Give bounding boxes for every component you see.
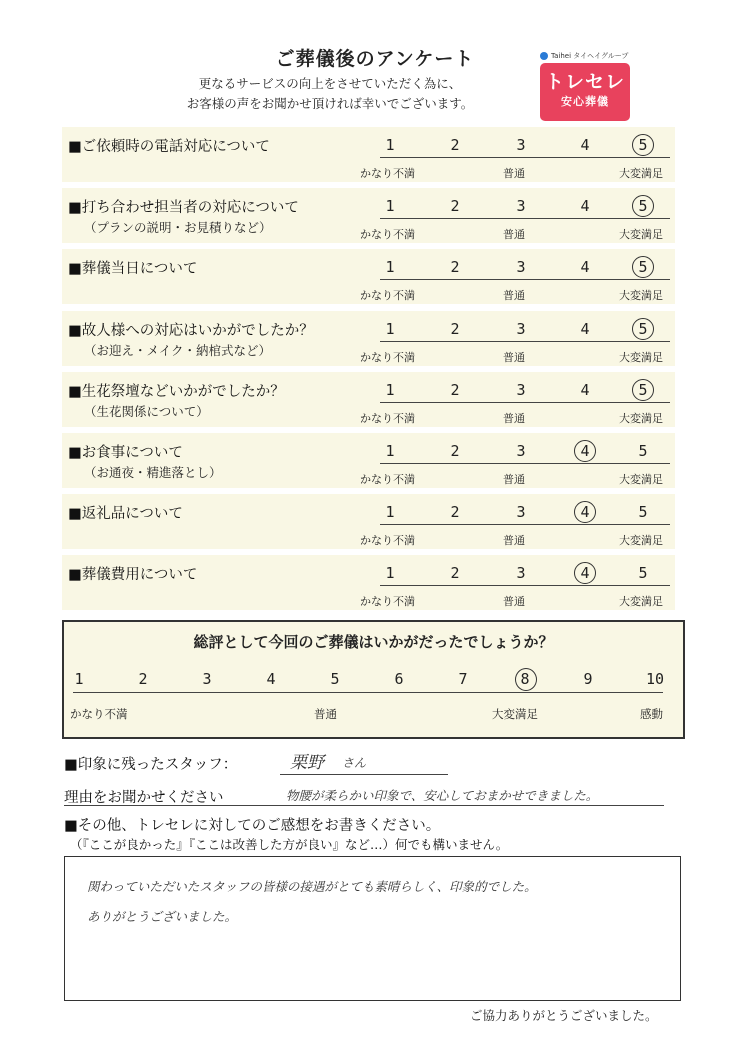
overall-rating-box	[62, 620, 685, 739]
overall-option[interactable]: 5	[330, 670, 340, 688]
reason-label: 理由をお聞かせください	[64, 790, 224, 806]
rating-option[interactable]: 2	[450, 503, 460, 521]
question-label: ■お食事について	[68, 445, 183, 461]
rating-option[interactable]: 3	[516, 442, 526, 460]
scale-label-low: かなり不満	[360, 534, 415, 547]
page-subtitle	[140, 74, 520, 114]
rating-scale-line	[380, 341, 670, 342]
staff-honorific: さん	[342, 756, 367, 770]
overall-option[interactable]: 4	[266, 670, 276, 688]
rating-option[interactable]: 2	[450, 442, 460, 460]
comment-line-1: 関わっていただいたスタッフの皆様の接遇がとても素晴らしく、印象的でした。	[87, 879, 537, 894]
rating-option-selected[interactable]: 5	[633, 381, 653, 399]
page-title: ご葬儀後のアンケート	[275, 48, 475, 70]
question-row	[62, 188, 675, 243]
question-sublabel: （プランの説明・お見積りなど）	[84, 220, 272, 235]
staff-label: ■印象に残ったスタッフ：	[64, 757, 238, 773]
question-sublabel: （生花関係について）	[84, 404, 209, 419]
rating-scale-line	[380, 402, 670, 403]
scale-label-low: かなり不満	[360, 167, 415, 180]
rating-option[interactable]: 3	[516, 503, 526, 521]
rating-option-selected[interactable]: 5	[633, 320, 653, 338]
rating-scale-line	[380, 157, 670, 158]
staff-underline	[280, 774, 448, 775]
rating-option[interactable]: 1	[385, 381, 395, 399]
scale-label-low: かなり不満	[360, 412, 415, 425]
rating-option-selected[interactable]: 4	[575, 564, 595, 582]
rating-option-selected[interactable]: 5	[633, 197, 653, 215]
scale-label-high: 大変満足	[619, 167, 663, 180]
question-label: ■ご依頼時の電話対応について	[68, 139, 270, 155]
comments-hint: （『ここが良かった』『ここは改善した方が良い』など…）何でも構いません。	[70, 837, 509, 852]
brand-logo	[540, 49, 630, 123]
overall-label-high: 大変満足	[492, 707, 538, 721]
comment-box[interactable]	[64, 856, 681, 1001]
rating-option[interactable]: 2	[450, 381, 460, 399]
rating-option-selected[interactable]: 5	[633, 136, 653, 154]
overall-option[interactable]: 2	[138, 670, 148, 688]
rating-scale-line	[380, 279, 670, 280]
rating-option[interactable]: 1	[385, 197, 395, 215]
rating-option[interactable]: 2	[450, 258, 460, 276]
question-sublabel: （お通夜・精進落とし）	[84, 465, 222, 480]
scale-label-high: 大変満足	[619, 534, 663, 547]
logo-main-text: トレセレ	[544, 71, 625, 93]
rating-option[interactable]: 3	[516, 320, 526, 338]
overall-label-top: 感動	[640, 707, 663, 721]
rating-option[interactable]: 3	[516, 197, 526, 215]
scale-label-low: かなり不満	[360, 351, 415, 364]
scale-label-high: 大変満足	[619, 351, 663, 364]
scale-label-mid: 普通	[503, 412, 525, 425]
rating-scale-line	[380, 585, 670, 586]
scale-label-low: かなり不満	[360, 228, 415, 241]
rating-option[interactable]: 2	[450, 197, 460, 215]
overall-option[interactable]: 7	[458, 670, 468, 688]
rating-scale-line	[380, 218, 670, 219]
rating-option[interactable]: 4	[580, 197, 590, 215]
question-sublabel: （お迎え・メイク・納棺式など）	[84, 343, 272, 358]
question-label: ■打ち合わせ担当者の対応について	[68, 200, 299, 216]
rating-option[interactable]: 1	[385, 258, 395, 276]
taihei-mark-icon	[540, 52, 548, 60]
scale-label-low: かなり不満	[360, 473, 415, 486]
question-row	[62, 555, 675, 610]
rating-scale-line	[380, 524, 670, 525]
scale-label-high: 大変満足	[619, 473, 663, 486]
scale-label-high: 大変満足	[619, 412, 663, 425]
rating-option[interactable]: 1	[385, 564, 395, 582]
rating-scale-line	[380, 463, 670, 464]
staff-name[interactable]: 栗野	[290, 753, 324, 773]
overall-option[interactable]: 9	[583, 670, 593, 688]
scale-label-high: 大変満足	[619, 228, 663, 241]
subtitle-line-1: 更なるサービスの向上をさせていただく為に、	[198, 76, 462, 91]
rating-option[interactable]: 1	[385, 320, 395, 338]
rating-option[interactable]: 4	[580, 320, 590, 338]
question-label: ■返礼品について	[68, 506, 183, 522]
rating-option-selected[interactable]: 4	[575, 442, 595, 460]
footer-thanks: ご協力ありがとうございました。	[470, 1008, 658, 1023]
rating-option[interactable]: 3	[516, 564, 526, 582]
rating-option[interactable]: 3	[516, 258, 526, 276]
rating-option[interactable]: 2	[450, 136, 460, 154]
overall-option[interactable]: 10	[645, 670, 665, 688]
overall-scale-line	[73, 692, 663, 693]
overall-option[interactable]: 3	[202, 670, 212, 688]
logo-group-text: Taihei タイヘイグループ	[551, 52, 629, 60]
rating-option[interactable]: 4	[580, 258, 590, 276]
rating-option[interactable]: 4	[580, 381, 590, 399]
overall-label-mid: 普通	[314, 707, 337, 721]
question-row	[62, 433, 675, 488]
rating-option[interactable]: 4	[580, 136, 590, 154]
rating-option[interactable]: 1	[385, 442, 395, 460]
scale-label-mid: 普通	[503, 473, 525, 486]
rating-option[interactable]: 1	[385, 503, 395, 521]
rating-option[interactable]: 2	[450, 320, 460, 338]
question-label: ■葬儀当日について	[68, 261, 198, 277]
question-label: ■故人様への対応はいかがでしたか？	[68, 323, 314, 339]
rating-option[interactable]: 3	[516, 381, 526, 399]
scale-label-high: 大変満足	[619, 595, 663, 608]
subtitle-line-2: お客様の声をお聞かせ頂ければ幸いでございます。	[186, 96, 474, 111]
overall-label-low: かなり不満	[70, 707, 128, 721]
question-label: ■生花祭壇などいかがでしたか？	[68, 384, 285, 400]
logo-badge	[540, 63, 630, 121]
question-row	[62, 372, 675, 427]
reason-underline	[64, 805, 664, 806]
comment-line-2: ありがとうございました。	[87, 909, 238, 924]
overall-option[interactable]: 6	[394, 670, 404, 688]
scale-label-mid: 普通	[503, 534, 525, 547]
question-row	[62, 311, 675, 366]
rating-option-selected[interactable]: 4	[575, 503, 595, 521]
question-row	[62, 494, 675, 549]
rating-option[interactable]: 5	[638, 564, 648, 582]
rating-option[interactable]: 5	[638, 503, 648, 521]
overall-option[interactable]: 1	[74, 670, 84, 688]
scale-label-mid: 普通	[503, 167, 525, 180]
rating-option[interactable]: 3	[516, 136, 526, 154]
rating-option[interactable]: 1	[385, 136, 395, 154]
logo-group	[540, 49, 630, 63]
comments-label: ■その他、トレセレに対してのご感想をお書きください。	[64, 818, 441, 834]
rating-option[interactable]: 2	[450, 564, 460, 582]
rating-option[interactable]: 5	[638, 442, 648, 460]
scale-label-low: かなり不満	[360, 595, 415, 608]
question-row	[62, 127, 675, 182]
scale-label-low: かなり不満	[360, 289, 415, 302]
scale-label-mid: 普通	[503, 595, 525, 608]
overall-option-selected[interactable]: 8	[510, 670, 540, 688]
rating-option-selected[interactable]: 5	[633, 258, 653, 276]
question-row	[62, 249, 675, 304]
scale-label-mid: 普通	[503, 228, 525, 241]
scale-label-mid: 普通	[503, 351, 525, 364]
scale-label-high: 大変満足	[619, 289, 663, 302]
scale-label-mid: 普通	[503, 289, 525, 302]
overall-question: 総評として今回のご葬儀はいかがだったでしょうか？	[193, 633, 554, 651]
reason-text[interactable]: 物腰が柔らかい印象で、安心しておまかせできました。	[286, 788, 599, 803]
question-label: ■葬儀費用について	[68, 567, 198, 583]
logo-sub-text: 安心葬儀	[561, 95, 609, 108]
